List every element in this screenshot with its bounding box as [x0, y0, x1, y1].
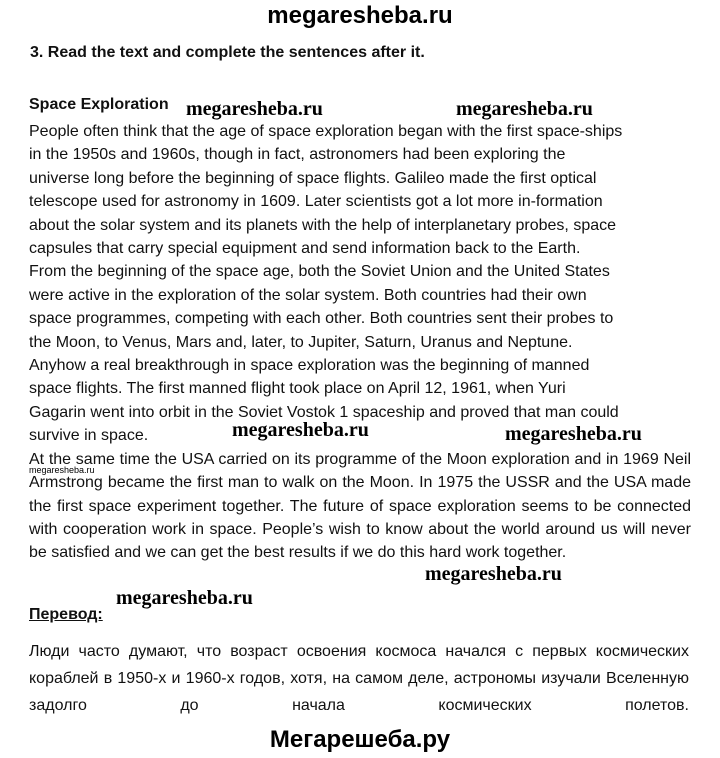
watermark-inline: megaresheba.ru	[232, 419, 369, 441]
paragraph-2-line: the Moon, to Venus, Mars and, later, to Jupiter, Saturn, Uranus and Neptune.	[29, 333, 573, 351]
watermark-bottom: Мегарешеба.ру	[269, 726, 451, 753]
translation-text: Люди часто думают, что возраст освоения космоса начался с первых космических кораблей в 1950-х и 1960-х годов, хотя, на самом деле, астрономы изучали Вселенную задолго до начала космических полетов.	[29, 643, 689, 714]
paragraph-2	[29, 260, 691, 354]
paragraph-3-line: Gagarin went into orbit in the Soviet Vostok 1 spaceship and proved that man could	[29, 403, 619, 421]
paragraph-2-line: From the beginning of the space age, both the Soviet Union and the United States	[29, 263, 610, 281]
watermark-inline: megaresheba.ru	[186, 98, 323, 120]
paragraph-3-line: survive in space.	[29, 427, 149, 445]
watermark-inline: megaresheba.ru	[505, 423, 642, 445]
watermark-top: megaresheba.ru	[267, 2, 453, 29]
paragraph-2-line: space programmes, competing with each other. Both countries sent their probes to	[29, 310, 614, 328]
paragraph-1-line: People often think that the age of space exploration began with the first space-ships	[29, 123, 623, 140]
watermark-inline: megaresheba.ru	[425, 563, 562, 585]
paragraph-1-line: in the 1950s and 1960s, though in fact, astronomers had been exploring the	[29, 146, 566, 164]
paragraph-1	[29, 120, 691, 260]
paragraph-1-line: about the solar system and its planets with the help of interplanetary probes, space	[29, 216, 617, 234]
paragraph-1-line: capsules that carry special equipment and send information back to the Earth.	[29, 240, 581, 258]
article-body	[29, 120, 691, 565]
translation-heading: Перевод:	[29, 606, 103, 623]
article-title: Space Exploration	[29, 96, 169, 113]
paragraph-3-line: Anyhow a real breakthrough in space exploration was the beginning of manned	[29, 357, 590, 375]
watermark-inline: megaresheba.ru	[116, 587, 253, 609]
task-instruction: 3. Read the text and complete the sentences after it.	[30, 44, 425, 61]
watermark-inline: megaresheba.ru	[456, 98, 593, 120]
paragraph-1-line: telescope used for astronomy in 1609. Later scientists got a lot more in-formation	[29, 193, 603, 211]
paragraph-3-line: space flights. The first manned flight took place on April 12, 1961, when Yuri	[29, 380, 566, 398]
paragraph-4: At the same time the USA carried on its programme of the Moon exploration and in 1969 Neil Armstrong became the first man to walk on the Moon. In 1975 the USSR and the USA made the first space experiment together. The future of space exploration seems to be connected with cooperation work in space. People’s wish to know about the world around us will never be satisfied and we can get the best results if we do this hard work together.	[29, 450, 691, 562]
watermark-small: megaresheba.ru	[29, 465, 95, 475]
paragraph-2-line: were active in the exploration of the solar system. Both countries had their own	[29, 286, 587, 304]
paragraph-1-line: universe long before the beginning of space flights. Galileo made the first optical	[29, 169, 597, 187]
